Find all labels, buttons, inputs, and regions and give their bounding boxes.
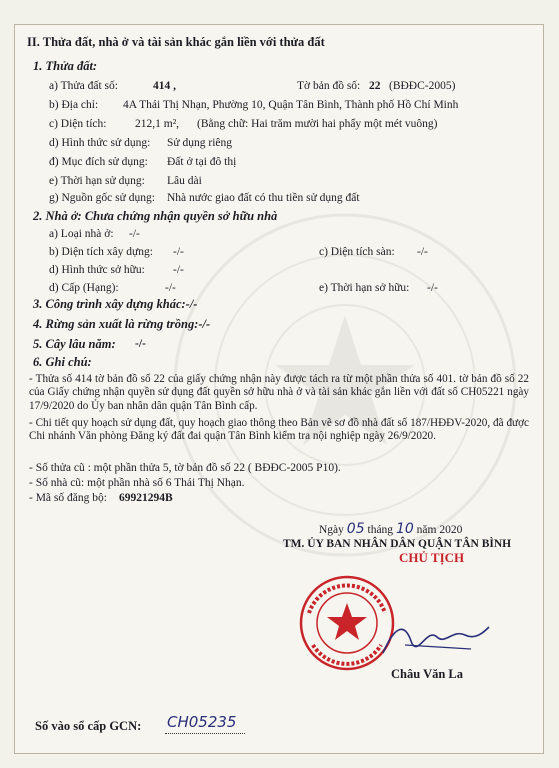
forest-heading: 4. Rừng sản xuất là rừng trồng:-/- [33, 317, 211, 331]
area-words: (Bằng chữ: Hai trăm mười hai phẩy một mét vuông) [197, 118, 438, 130]
address-label: b) Địa chỉ: [49, 99, 99, 111]
origin-value: Nhà nước giao đất có thu tiền sử dụng đất [167, 192, 360, 204]
origin-label: g) Nguồn gốc sử dụng: [49, 192, 155, 204]
grade-value: -/- [165, 282, 176, 294]
built-area-label: b) Diện tích xây dựng: [49, 246, 153, 258]
map-note: (BĐĐC-2005) [389, 80, 456, 92]
house-heading: 2. Nhà ở: Chưa chứng nhận quyền sở hữu nhà [33, 209, 278, 223]
grade-label: d) Cấp (Hạng): [49, 282, 119, 294]
perennial-value: -/- [135, 338, 146, 350]
reg-code-label: - Mã số đăng bộ: [29, 492, 107, 504]
section-title: II. Thửa đất, nhà ở và tài sản khác gắn liền với thửa đất [27, 35, 325, 49]
issue-book-value: CH05235 [167, 713, 237, 731]
issue-book-underline [165, 733, 245, 734]
date-year: 2020 [439, 524, 463, 536]
plot-value: 414 , [153, 80, 176, 92]
ownership-form-value: -/- [173, 264, 184, 276]
address-value: 4A Thái Thị Nhạn, Phường 10, Quận Tân Bình, Thành phố Hồ Chí Minh [123, 99, 459, 111]
handwritten-signature [375, 615, 495, 665]
use-form-value: Sử dụng riêng [167, 137, 233, 149]
term-label: e) Thời hạn sử dụng: [49, 175, 145, 187]
use-form-label: d) Hình thức sử dụng: [49, 137, 151, 149]
date-month: 10 [395, 521, 414, 537]
map-label: Tờ bản đồ số: [297, 80, 361, 92]
construction-heading: 3. Công trình xây dựng khác:-/- [33, 297, 198, 311]
land-heading: 1. Thửa đất: [33, 59, 98, 73]
map-value: 22 [369, 80, 381, 92]
note-1: - Thửa số 414 tờ bản đồ số 22 của giấy chứng nhận này được tách ra từ một phần thửa số 401. tờ bản đồ số 22 của Giấy chứng nhận quyền sử dụng đất quyền sở hữu nhà ở và tài sản khác gắn liền với đất số CH05221 ngày 17/9/2020 do Ủy ban nhân dân quận Tân Bình cấp. [29, 373, 529, 412]
floor-area-value: -/- [417, 246, 428, 258]
house-type-value: -/- [129, 228, 140, 240]
plot-label: a) Thửa đất số: [49, 80, 118, 92]
built-area-value: -/- [173, 246, 184, 258]
signer-name: Châu Văn La [391, 667, 464, 681]
term-value: Lâu dài [167, 175, 202, 187]
note-4: - Số nhà cũ: một phần nhà số 6 Thái Thị Nhạn. [29, 477, 245, 489]
ownership-term-value: -/- [427, 282, 438, 294]
purpose-value: Đất ở tại đô thị [167, 156, 237, 168]
area-value: 212,1 m², [135, 118, 180, 130]
date-prefix: Ngày [319, 524, 344, 536]
floor-area-label: c) Diện tích sàn: [319, 246, 395, 258]
note-3: - Số thửa cũ : một phần thửa 5, tờ bản đồ số 22 ( BĐĐC-2005 P10). [29, 462, 341, 474]
area-label: c) Diện tích: [49, 118, 107, 130]
date-month-label: tháng [367, 524, 394, 536]
ownership-form-label: d) Hình thức sở hữu: [49, 264, 145, 276]
authority-title: TM. ỦY BAN NHÂN DÂN QUẬN TÂN BÌNH [283, 538, 512, 550]
reg-code-value: 69921294B [119, 492, 173, 504]
ownership-term-label: e) Thời hạn sở hữu: [319, 282, 410, 294]
issue-book-label: Số vào sổ cấp GCN: [35, 719, 142, 733]
date-year-label: năm [416, 524, 437, 536]
certificate-page [14, 24, 544, 754]
note-2: - Chi tiết quy hoạch sử dụng đất, quy hoạch giao thông theo Bản vẽ sơ đồ nhà đất số 187/HĐĐV-2020, đã được Chi nhánh Văn phòng Đăng ký đất đai quận Tân Bình kiểm tra nội nghiệp ngày 26/9/2020. [29, 417, 529, 443]
chair-title: CHỦ TỊCH [399, 550, 465, 565]
date-line [319, 522, 462, 537]
purpose-label: đ) Mục đích sử dụng: [49, 156, 148, 168]
house-type-label: a) Loại nhà ở: [49, 228, 114, 240]
notes-heading: 6. Ghi chú: [33, 355, 92, 369]
perennial-heading: 5. Cây lâu năm: [33, 337, 116, 351]
date-day: 05 [346, 521, 365, 537]
